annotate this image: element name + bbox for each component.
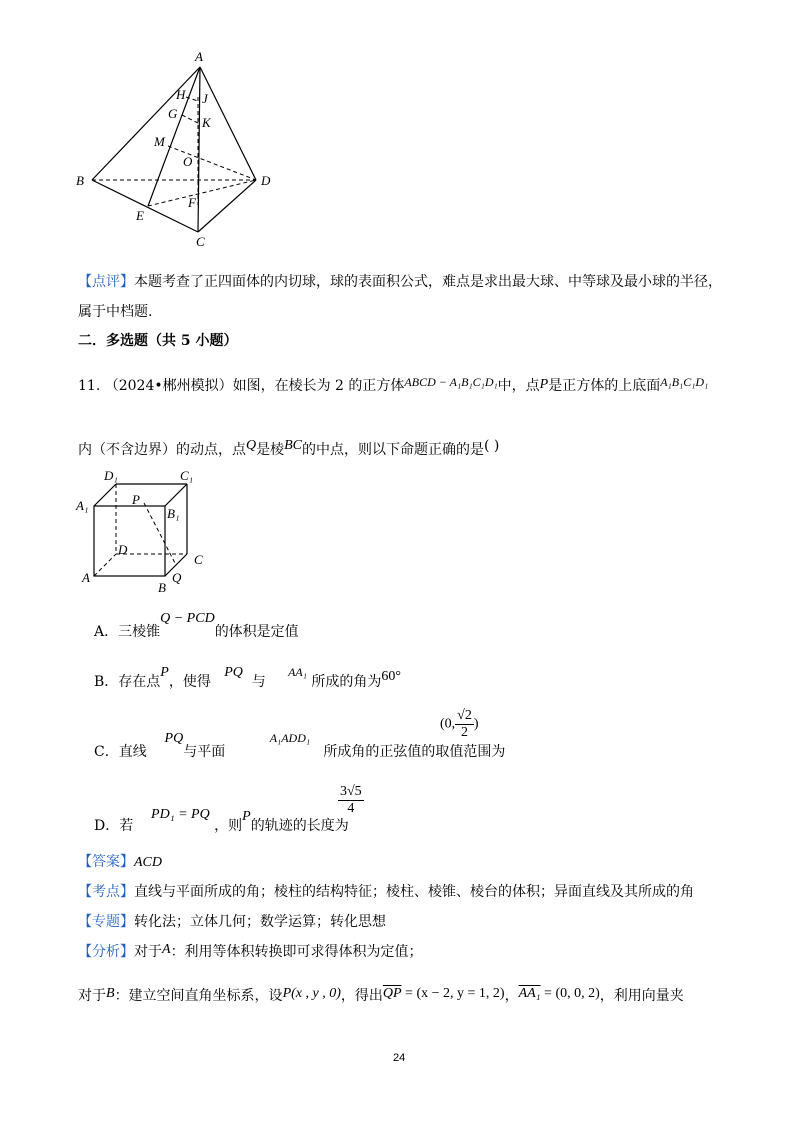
label-O: O xyxy=(183,154,193,169)
zhuanti-line: 【专题】转化法；立体几何；数学运算；转化思想 xyxy=(78,914,386,930)
label-D1: D₁ xyxy=(104,468,118,483)
fenxi-tag: 【分析】 xyxy=(78,944,134,960)
label-Q: Q xyxy=(172,570,182,585)
section-title: 二．多选题（共 5 小题） xyxy=(78,333,238,349)
option-d: D．若 PD₁ = PQ ，则P的轨迹的长度为 xyxy=(94,807,349,834)
label-A: A xyxy=(195,49,203,64)
analysis-b-line: 对于B：建立空间直角坐标系，设P(x , y , 0)，得出$\overline{QP} = (x - 2$, y = 1, 2)，AA₁ = (0, 0, 2)，利用向量夹 xyxy=(78,986,684,1004)
label-M: M xyxy=(154,134,165,149)
label-B: B xyxy=(76,173,84,188)
label-H: H xyxy=(176,87,186,102)
answer-tag: 【答案】 xyxy=(78,854,134,870)
review-tag: 【点评】 xyxy=(78,274,134,290)
label-C: C xyxy=(194,552,203,567)
label-A: A xyxy=(82,570,90,585)
kaodian-line: 【考点】直线与平面所成的角；棱柱的结构特征；棱柱、棱锥、棱台的体积；异面直线及其所成的角 xyxy=(78,884,694,900)
option-a: A．三棱锥Q − PCD的体积是定值 xyxy=(94,611,299,640)
answer-line: 【答案】ACD xyxy=(78,854,162,870)
cube-figure xyxy=(70,466,220,596)
fenxi-line: 【分析】对于A：利用等体积转换即可求得体积为定值； xyxy=(78,942,423,960)
question-line-1: 11. （2024•郴州模拟）如图，在棱长为 2 的正方体ABCD − A₁B₁C₁D₁中，点P是正方体的上底面A₁B₁C₁D₁ xyxy=(78,375,709,394)
option-d-value: $\frac{3√5}{4}$ xyxy=(340,784,362,816)
option-b: B．存在点P，使得 PQ 与 AA₁ 所成的角为60° xyxy=(94,665,401,690)
page-number: 24 xyxy=(393,1052,406,1064)
kaodian-tag: 【考点】 xyxy=(78,884,134,900)
option-c: C．直线 PQ与平面 A₁ADD₁ 所成角的正弦值的取值范围为 xyxy=(94,731,506,760)
option-c-range: (0, $\frac{√2}{2}$ ) xyxy=(440,708,479,740)
question-line-2: 内（不含边界）的动点，点Q是棱BC的中点，则以下命题正确的是( ) xyxy=(78,438,500,458)
label-G: G xyxy=(168,106,178,121)
review-line-2: 属于中档题. xyxy=(78,304,153,320)
label-D: D xyxy=(261,173,271,188)
label-F: F xyxy=(188,195,196,210)
review-line-1: 【点评】本题考查了正四面体的内切球，球的表面积公式，难点是求出最大球、中等球及最小球的半径， xyxy=(78,274,722,290)
label-C1: C₁ xyxy=(180,468,194,483)
label-A1: A₁ xyxy=(76,498,89,513)
label-B: B xyxy=(158,580,166,595)
tetrahedron-figure xyxy=(70,45,290,255)
label-E: E xyxy=(136,208,144,223)
label-D: D xyxy=(118,542,128,557)
label-K: K xyxy=(202,115,211,130)
zhuanti-tag: 【专题】 xyxy=(78,914,134,930)
label-C: C xyxy=(196,234,205,249)
label-P: P xyxy=(132,492,140,507)
label-J: J xyxy=(202,91,208,106)
label-B1: B₁ xyxy=(167,506,180,521)
